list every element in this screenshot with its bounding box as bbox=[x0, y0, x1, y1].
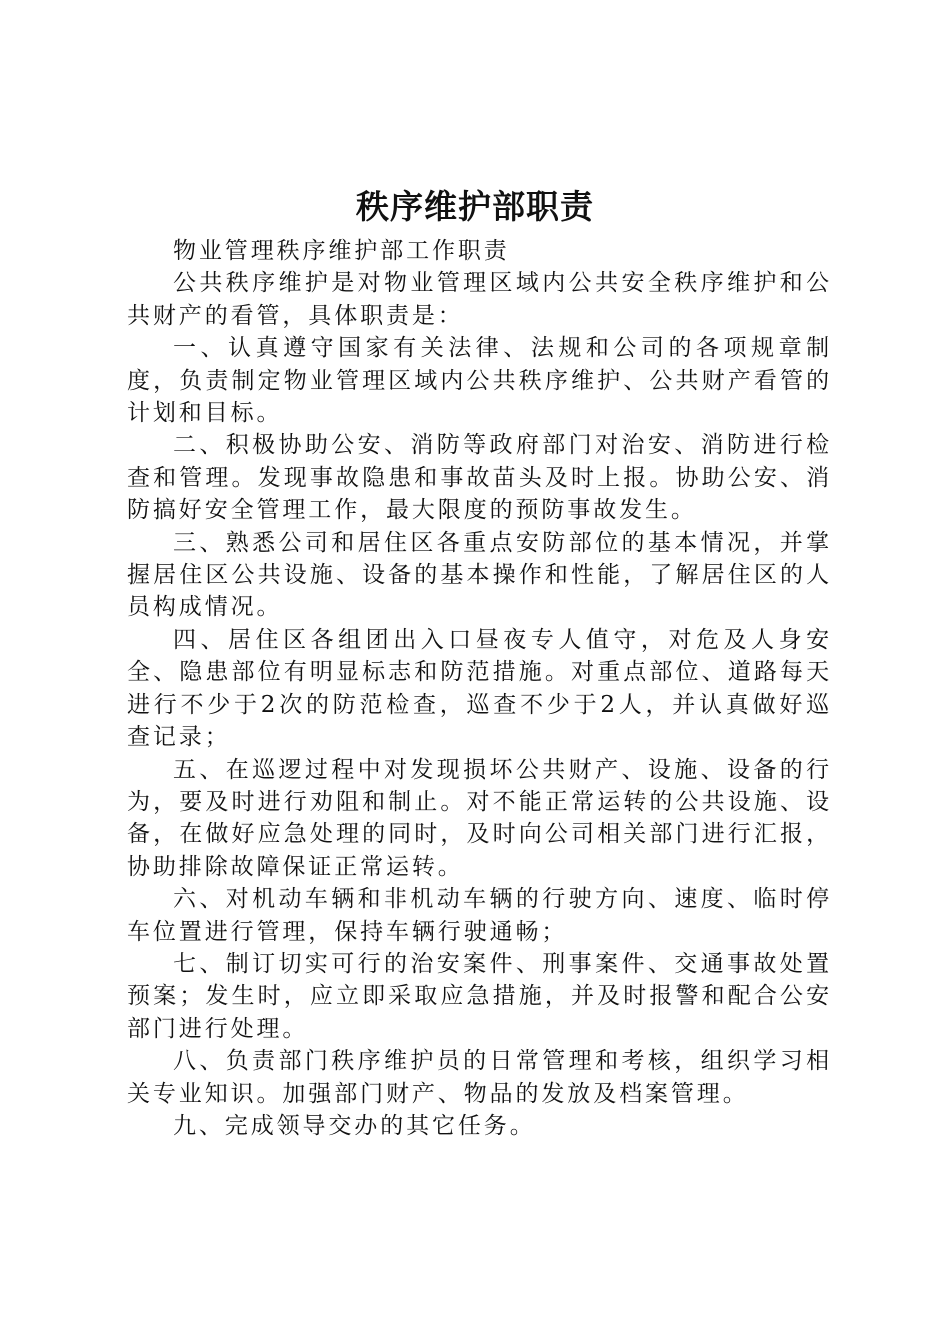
document-body bbox=[127, 235, 832, 1142]
paragraph-duty-8: 八、负责部门秩序维护员的日常管理和考核，组织学习相关专业知识。加强部门财产、物品的发放及档案管理。 bbox=[127, 1048, 832, 1107]
paragraph-duty-2: 二、积极协助公安、消防等政府部门对治安、消防进行检查和管理。发现事故隐患和事故苗头及时上报。协助公安、消防搞好安全管理工作，最大限度的预防事故发生。 bbox=[127, 432, 832, 524]
paragraph-duty-6: 六、对机动车辆和非机动车辆的行驶方向、速度、临时停车位置进行管理，保持车辆行驶通畅； bbox=[127, 886, 832, 945]
paragraph-duty-5: 五、在巡逻过程中对发现损坏公共财产、设施、设备的行为，要及时进行劝阻和制止。对不能正常运转的公共设施、设备，在做好应急处理的同时，及时向公司相关部门进行汇报，协助排除故障保证正常运转。 bbox=[127, 756, 832, 880]
paragraph-intro: 公共秩序维护是对物业管理区域内公共安全秩序维护和公共财产的看管，具体职责是： bbox=[127, 270, 832, 329]
paragraph-duty-1: 一、认真遵守国家有关法律、法规和公司的各项规章制度，负责制定物业管理区域内公共秩序维护、公共财产看管的计划和目标。 bbox=[127, 335, 832, 427]
document-title: 秩序维护部职责 bbox=[356, 187, 594, 226]
paragraph-duty-7: 七、制订切实可行的治安案件、刑事案件、交通事故处置预案；发生时，应立即采取应急措施，并及时报警和配合公安部门进行处理。 bbox=[127, 950, 832, 1042]
paragraph-duty-3: 三、熟悉公司和居住区各重点安防部位的基本情况，并掌握居住区公共设施、设备的基本操作和性能，了解居住区的人员构成情况。 bbox=[127, 529, 832, 621]
paragraph-duty-4: 四、居住区各组团出入口昼夜专人值守，对危及人身安全、隐患部位有明显标志和防范措施。对重点部位、道路每天进行不少于2次的防范检查，巡查不少于2人，并认真做好巡查记录； bbox=[127, 626, 832, 751]
paragraph-subtitle: 物业管理秩序维护部工作职责 bbox=[173, 238, 510, 264]
paragraph-duty-9: 九、完成领导交办的其它任务。 bbox=[173, 1112, 536, 1139]
